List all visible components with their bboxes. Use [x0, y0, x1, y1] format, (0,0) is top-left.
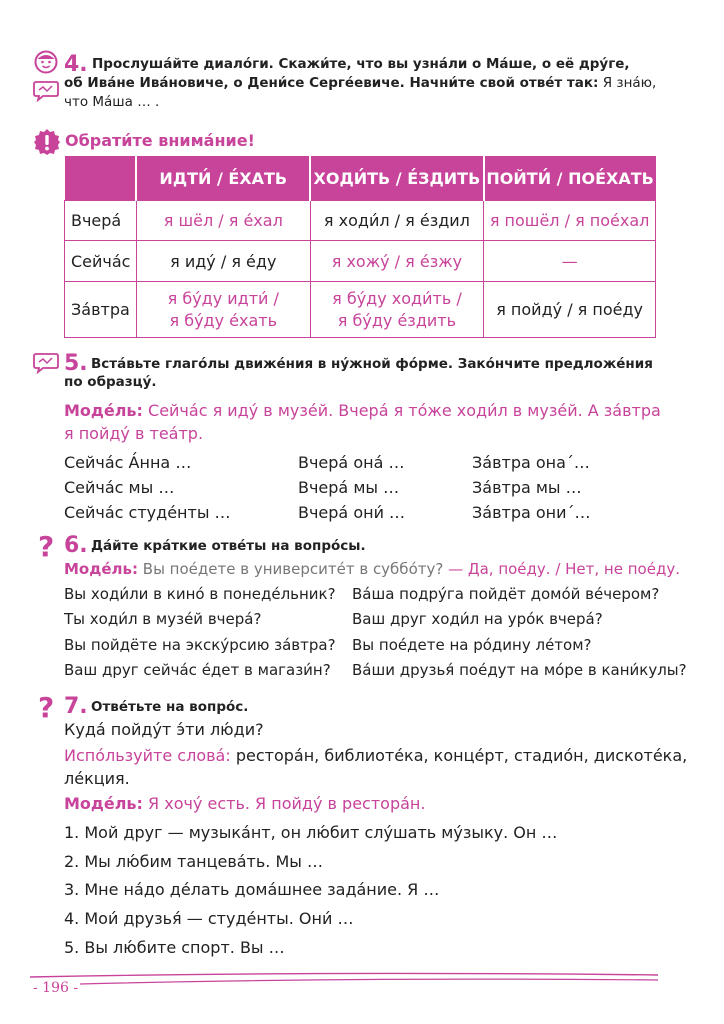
- exercise-4-start-phrase: Я зна́ю,: [602, 75, 657, 91]
- table-row: [65, 282, 656, 338]
- ex6-right-q3: Вы пое́дете на ро́дину ле́том?: [352, 636, 592, 654]
- table-cell: я иду́ / я е́ду: [136, 241, 310, 282]
- verb-table: [64, 156, 656, 338]
- ex7-item-2: 2. Мы лю́бим танцева́ть. Мы …: [64, 852, 323, 871]
- cell-line: я бу́ду идти́ /: [167, 288, 279, 308]
- header-poiti-poekhat: ПОЙТИ́ / ПОЕ́ХАТЬ: [484, 156, 656, 201]
- model-label: Моде́ль:: [64, 794, 143, 813]
- speech-bubble-icon: [33, 80, 59, 102]
- exercise-7-words-line2: ле́кция.: [64, 769, 130, 788]
- exercise-4-instruction-line1: Прослуша́йте диало́ги. Скажи́те, что вы узна́ли о Ма́ше, о её дру́ге,: [92, 56, 630, 72]
- ex5-row2-col1: Сейча́с мы …: [64, 478, 175, 497]
- ex6-left-q3: Вы пойдёте на экску́рсию за́втра?: [64, 636, 336, 654]
- header-khodit-ezdit: ХОДИ́ТЬ / Е́ЗДИТЬ: [310, 156, 484, 201]
- ex6-left-q1: Вы ходи́ли в кино́ в понеде́льник?: [64, 585, 336, 603]
- exercise-5-model: [64, 401, 661, 421]
- table-row: [65, 201, 656, 241]
- ex6-right-q1: Ва́ша подру́га пойдёт домо́й ве́чером?: [352, 585, 660, 603]
- ex5-row3-col3: За́втра они´…: [472, 503, 591, 522]
- row-label-yesterday: Вчера́: [65, 201, 137, 241]
- ex7-item-4: 4. Мои́ друзья́ — студе́нты. Они́ …: [64, 909, 354, 928]
- listening-face-icon: [34, 50, 58, 74]
- table-cell: [310, 282, 484, 338]
- exercise-4-line3: что Ма́ша … .: [64, 94, 160, 110]
- ex6-left-q2: Ты ходи́л в музе́й вчера́?: [64, 610, 262, 628]
- exercise-4-number: 4.: [64, 52, 88, 77]
- model-label: Моде́ль:: [64, 401, 143, 420]
- exercise-7-model: [64, 794, 425, 814]
- table-cell: —: [484, 241, 656, 282]
- exercise-7-number: 7.: [64, 694, 88, 719]
- model-answer: — Да, пое́ду. / Нет, не пое́ду.: [448, 560, 680, 578]
- ex5-row2-col3: За́втра мы …: [472, 478, 582, 497]
- exercise-5-instruction-line2: по образцу́.: [64, 374, 157, 390]
- model-text: Я хочу́ есть. Я пойду́ в рестора́н.: [148, 794, 426, 813]
- ex5-row1-col2: Вчера́ она́ …: [298, 453, 405, 472]
- exercise-6-instruction: Да́йте кра́ткие отве́ты на вопро́сы.: [91, 538, 366, 554]
- exercise-4-instruction-text: об Ива́не Ива́новиче, о Дени́се Серге́евиче. Начни́те свой отве́т так:: [64, 75, 599, 91]
- exercise-7-instruction: Отве́тьте на вопро́с.: [91, 699, 249, 715]
- exercise-5-model-line2: я пойду́ в теа́тр.: [64, 424, 204, 443]
- question-mark-icon: ?: [38, 530, 55, 563]
- ex5-row3-col2: Вчера́ они́ …: [298, 503, 406, 522]
- ex5-row2-col2: Вчера́ мы …: [298, 478, 400, 497]
- model-text: Сейча́с я иду́ в музе́й. Вчера́ я то́же ходи́л в музе́й. А за́втра: [148, 401, 661, 420]
- exercise-4-instruction-line2: [64, 74, 656, 93]
- verb-table-header: [65, 156, 656, 201]
- table-cell: я шёл / я е́хал: [136, 201, 310, 241]
- exercise-5-number: 5.: [64, 351, 88, 376]
- cell-line: я бу́ду ходи́ть /: [332, 288, 462, 308]
- model-question: Вы пое́дете в университе́т в суббо́ту?: [142, 560, 444, 578]
- ex6-right-q4: Ва́ши друзья́ пое́дут на мо́ре в кани́кулы?: [352, 661, 687, 679]
- table-cell: я пойду́ / я пое́ду: [484, 282, 656, 338]
- table-cell: я хожу́ / я е́зжу: [310, 241, 484, 282]
- attention-icon: [33, 128, 61, 156]
- exercise-7-question: Куда́ пойду́т э́ти лю́ди?: [64, 720, 264, 739]
- ex5-row1-col3: За́втра она´…: [472, 453, 590, 472]
- cell-line: я бу́ду е́здить: [337, 310, 457, 330]
- speech-bubble-icon: [33, 352, 59, 374]
- ex6-left-q4: Ваш друг сейча́с е́дет в магази́н?: [64, 661, 331, 679]
- exercise-5-instruction-line1: Вста́вьте глаго́лы движе́ния в ну́жной фо́рме. Зако́нчите предложе́ния: [91, 356, 653, 372]
- cell-line: я бу́ду е́хать: [169, 310, 278, 330]
- exercise-6-model: [64, 560, 680, 578]
- ex5-row1-col1: Сейча́с А́нна …: [64, 453, 192, 472]
- ex5-row3-col1: Сейча́с студе́нты …: [64, 503, 231, 522]
- exercise-6-number: 6.: [64, 533, 88, 558]
- exercise-7-words: [64, 746, 687, 766]
- table-row: [65, 241, 656, 282]
- words-list: рестора́н, библиоте́ка, конце́рт, стадио́н, дискоте́ка,: [235, 746, 688, 765]
- table-cell: я ходи́л / я е́здил: [310, 201, 484, 241]
- question-mark-icon: ?: [38, 691, 55, 724]
- ex7-item-5: 5. Вы лю́бите спорт. Вы …: [64, 938, 285, 957]
- model-label: Моде́ль:: [64, 560, 138, 578]
- footer-decorative-lines: [30, 970, 660, 988]
- ex7-item-3: 3. Мне на́до де́лать дома́шнее зада́ние. Я …: [64, 880, 440, 899]
- row-label-tomorrow: За́втра: [65, 282, 137, 338]
- attention-title: Обрати́те внима́ние!: [65, 131, 255, 150]
- ex7-item-1: 1. Мой друг — музыка́нт, он лю́бит слу́шать му́зыку. Он …: [64, 823, 558, 842]
- header-idti-ekhat: ИДТИ́ / Е́ХАТЬ: [136, 156, 310, 201]
- header-empty: [65, 156, 137, 201]
- ex6-right-q2: Ваш друг ходи́л на уро́к вчера́?: [352, 610, 603, 628]
- table-cell: я пошёл / я пое́хал: [484, 201, 656, 241]
- row-label-now: Сейча́с: [65, 241, 137, 282]
- page-number: - 196 -: [33, 980, 79, 996]
- table-cell: [136, 282, 310, 338]
- use-words-label: Испо́льзуйте слова́:: [64, 746, 231, 765]
